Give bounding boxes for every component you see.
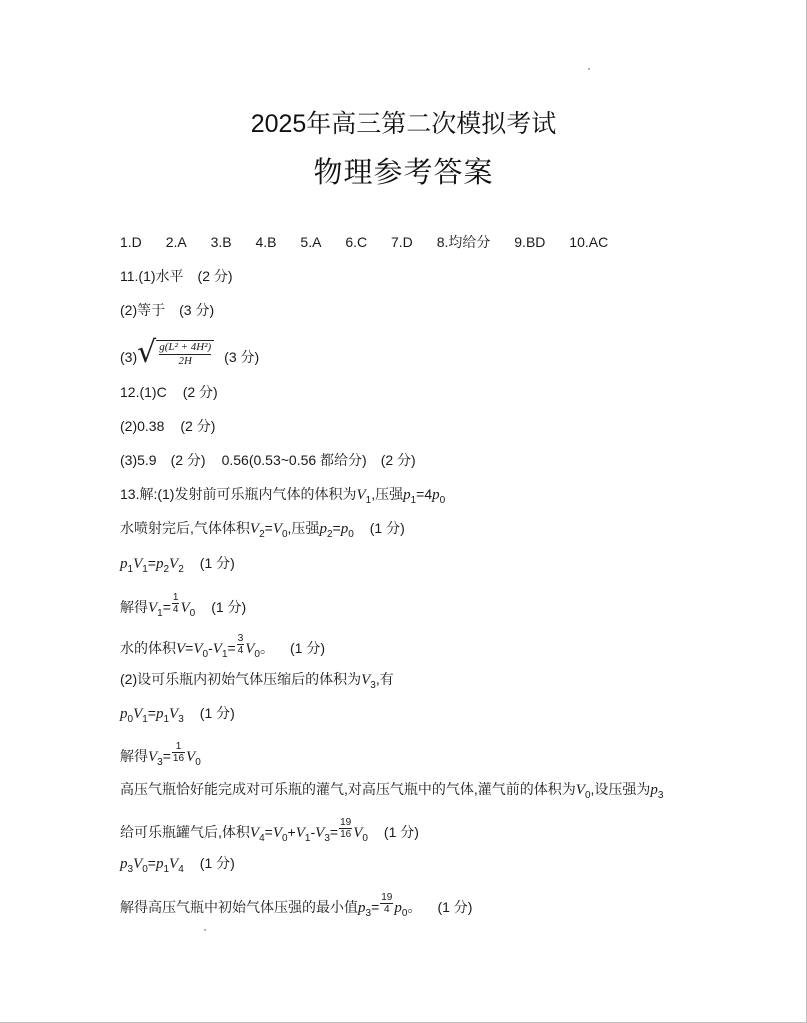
score-label: (1 分) bbox=[211, 599, 247, 615]
choice-answer: 3.B bbox=[210, 234, 232, 250]
answer-text: 。 bbox=[259, 640, 274, 656]
score-label: (2 分) bbox=[180, 418, 216, 434]
q13-line12: 解得高压气瓶中初始气体压强的最小值$p_3=$ $\frac{19}{4}$ $p_0$。 (1 分) bbox=[120, 892, 473, 919]
formula-denominator: 2H bbox=[178, 355, 192, 367]
q13-line10: 给可乐瓶罐气后,体积$V_4=V_0+V_1-V_3=$ $\frac{19}{16}$ $V_0$ (1 分) bbox=[120, 817, 419, 844]
q13-line7: $p_0V_1=p_1V_3$ (1 分) bbox=[120, 705, 235, 725]
score-label: (1 分) bbox=[199, 555, 235, 571]
exam-title: 2025年高三第二次模拟考试 bbox=[250, 110, 557, 138]
fraction: $\frac{19}{16}$ bbox=[340, 817, 352, 840]
answer-text: ,压强 bbox=[287, 520, 320, 536]
score-label: (2 分) bbox=[380, 452, 416, 468]
q12-part1 bbox=[120, 383, 218, 401]
score-label: (1 分) bbox=[289, 640, 325, 656]
q13-line5: 水的体积$V=V_0-V_1=$ $\frac{3}{4}$ $V_0$。 (1 分) bbox=[120, 633, 325, 660]
scan-speck bbox=[588, 68, 590, 70]
answer-text: ,压强 bbox=[371, 486, 404, 502]
q11-part2 bbox=[120, 301, 214, 319]
q13-line11: $p_3V_0=p_1V_4$ (1 分) bbox=[120, 855, 235, 875]
answer-text: (2)等于 bbox=[120, 302, 166, 318]
answer-text: (2)设可乐瓶内初始气体压缩后的体积为 bbox=[120, 671, 362, 687]
formula-numerator: g(L² + 4H²) bbox=[159, 341, 212, 353]
answer-text: 解得 bbox=[120, 748, 148, 764]
answer-text: (2)0.38 bbox=[120, 418, 165, 434]
score-label: (1 分) bbox=[383, 824, 419, 840]
answer-text: ,有 bbox=[375, 671, 394, 687]
answer-text: 水喷射完后,气体体积 bbox=[120, 520, 250, 536]
answer-text: (3) bbox=[120, 349, 138, 365]
answer-text: 解得 bbox=[120, 599, 148, 615]
choice-answer: 10.AC bbox=[569, 234, 609, 250]
q13-line4: 解得$V_1=$ $\frac{1}{4}$ $V_0$ (1 分) bbox=[120, 592, 247, 619]
sqrt-formula: √ $\frac{\text{g(L² + 4H²)}}{2H}$ bbox=[137, 338, 214, 368]
answer-text: 11.(1)水平 bbox=[120, 268, 184, 284]
q13-line6: (2)设可乐瓶内初始气体压缩后的体积为$V_3$,有 bbox=[120, 671, 394, 691]
q12-part3 bbox=[120, 451, 416, 469]
answer-text: 给可乐瓶罐气后,体积 bbox=[120, 824, 250, 840]
choice-answer: 9.BD bbox=[514, 234, 546, 250]
choice-answer: 1.D bbox=[120, 234, 142, 250]
answer-text: 。 bbox=[407, 899, 422, 915]
score-label: (3 分) bbox=[224, 349, 260, 365]
answer-text: 解得高压气瓶中初始气体压强的最小值 bbox=[120, 899, 358, 915]
q13-line1: 13.解:(1)发射前可乐瓶内气体的体积为$V_1$,压强$p_1=4p_0$ bbox=[120, 486, 446, 506]
score-label: (1 分) bbox=[437, 899, 473, 915]
choice-answer: 8.均给分 bbox=[436, 234, 491, 250]
fraction: $\frac{3}{4}$ bbox=[237, 633, 244, 656]
score-label: (2 分) bbox=[170, 452, 206, 468]
score-label: (2 分) bbox=[197, 268, 233, 284]
choice-answer: 6.C bbox=[345, 234, 368, 250]
score-label: (1 分) bbox=[199, 705, 235, 721]
choice-answer: 4.B bbox=[255, 234, 277, 250]
score-label: (2 分) bbox=[182, 384, 218, 400]
fraction: $\frac{19}{4}$ bbox=[381, 892, 393, 915]
q13-line8: 解得$V_3=$ $\frac{1}{16}$ $V_0$ bbox=[120, 741, 201, 768]
score-label: (1 分) bbox=[369, 520, 405, 536]
answer-text: 13.解:(1)发射前可乐瓶内气体的体积为 bbox=[120, 486, 357, 502]
choice-answer: 7.D bbox=[391, 234, 413, 250]
answer-text: 0.56(0.53~0.56 都给分) bbox=[221, 452, 367, 468]
answer-text: (3)5.9 bbox=[120, 452, 157, 468]
choice-answer: 2.A bbox=[165, 234, 187, 250]
score-label: (1 分) bbox=[199, 855, 235, 871]
q11-part3 bbox=[120, 335, 260, 370]
answer-subtitle: 物理参考答案 bbox=[313, 157, 494, 189]
q12-part2 bbox=[120, 417, 215, 435]
score-label: (3 分) bbox=[179, 302, 215, 318]
choice-answer: 5.A bbox=[300, 234, 322, 250]
choice-answers-row bbox=[120, 233, 608, 251]
answer-text: 12.(1)C bbox=[120, 384, 167, 400]
q13-line3: $p_1V_1=p_2V_2$ (1 分) bbox=[120, 555, 235, 575]
q11-part1 bbox=[120, 267, 233, 285]
q13-line9: 高压气瓶恰好能完成对可乐瓶的灌气,对高压气瓶中的气体,灌气前的体积为$V_0$,设压强为$p_3$ bbox=[120, 781, 664, 801]
answer-text: 水的体积 bbox=[120, 640, 176, 656]
scan-speck bbox=[204, 929, 206, 931]
answer-text: 高压气瓶恰好能完成对可乐瓶的灌气,对高压气瓶中的气体,灌气前的体积为 bbox=[120, 781, 576, 797]
fraction: $\frac{1}{4}$ bbox=[172, 592, 179, 615]
answer-text: ,设压强为 bbox=[590, 781, 651, 797]
q13-line2: 水喷射完后,气体体积$V_2=V_0$,压强$p_2=p_0$ (1 分) bbox=[120, 520, 405, 540]
fraction: $\frac{1}{16}$ bbox=[172, 741, 185, 764]
